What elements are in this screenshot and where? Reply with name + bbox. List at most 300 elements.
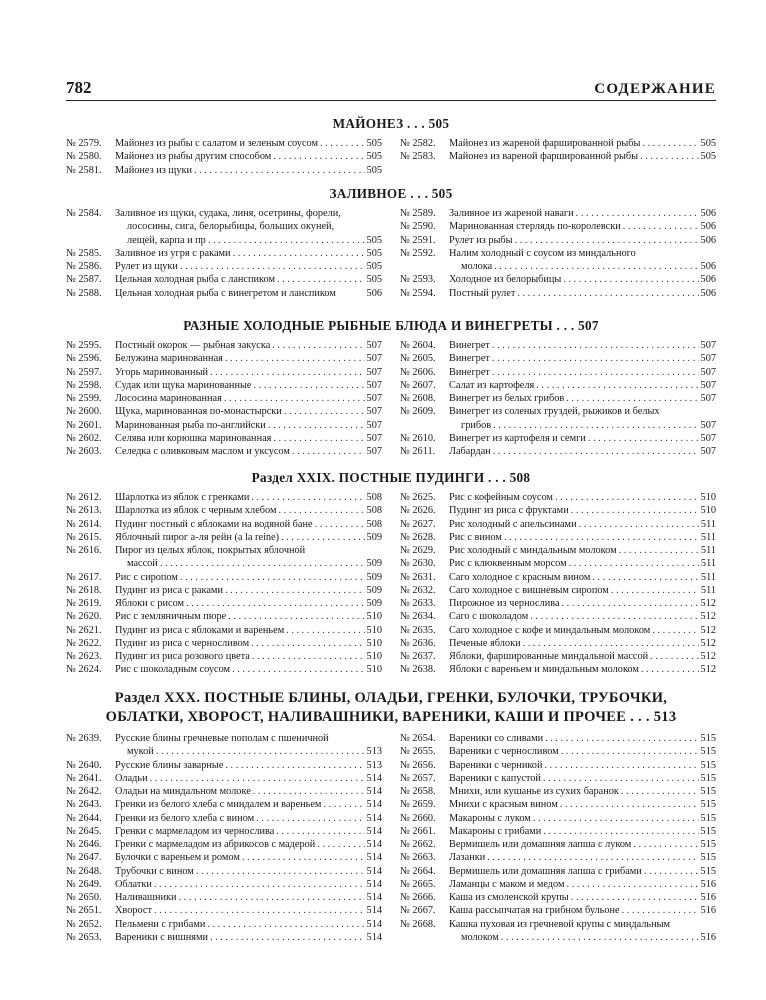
section-title: Раздел XXIX. ПОСТНЫЕ ПУДИНГИ . . . 508 xyxy=(251,470,531,485)
page-ref: 510 xyxy=(366,624,382,636)
toc-entry xyxy=(66,637,382,650)
dot-leader xyxy=(650,650,698,663)
entry-line xyxy=(115,504,382,517)
toc-entry xyxy=(66,504,382,517)
entry-body xyxy=(115,637,382,650)
entry-line xyxy=(449,504,716,517)
recipe-title: Саго с шоколадом xyxy=(449,611,529,623)
toc-entry xyxy=(400,785,716,798)
recipe-title: Майонез из рыбы другим способом xyxy=(115,151,272,163)
recipe-number: № 2612. xyxy=(66,492,102,503)
recipe-title: Гренки из белого хлеба с миндалем и вареньем xyxy=(115,799,322,811)
recipe-number: № 2590. xyxy=(400,221,436,233)
entry-body xyxy=(449,865,716,878)
section-page-ref: 513 xyxy=(653,709,677,725)
recipe-number: № 2616. xyxy=(66,545,102,556)
recipe-number: № 2592. xyxy=(400,247,436,259)
recipe-title: Пельмени с грибами xyxy=(115,918,206,930)
entry-body xyxy=(449,339,716,352)
recipe-number: № 2631. xyxy=(400,571,436,583)
recipe-title: Пудинг постный с яблоками на водяной бане xyxy=(115,518,313,530)
recipe-number: № 2591. xyxy=(400,234,436,246)
toc-entry xyxy=(400,557,716,570)
recipe-number: № 2609. xyxy=(400,406,436,418)
column-left xyxy=(66,732,382,944)
recipe-title: Ламанцы с маком и медом xyxy=(449,878,565,890)
entry-line xyxy=(449,137,716,150)
section-title xyxy=(66,689,716,727)
toc-entry xyxy=(400,624,716,637)
toc-entry xyxy=(66,610,382,623)
toc-entry xyxy=(66,865,382,878)
recipe-title: Яблоки с рисом xyxy=(115,598,185,609)
recipe-number: № 2625. xyxy=(400,492,436,503)
toc-entry xyxy=(400,405,716,432)
recipe-number: № 2585. xyxy=(66,247,102,259)
dot-leader xyxy=(545,732,698,745)
recipe-number: № 2643. xyxy=(66,799,102,811)
toc-entry xyxy=(400,637,716,650)
entry-line xyxy=(449,624,716,637)
page-header xyxy=(66,78,716,100)
dot-leader xyxy=(555,491,699,504)
toc-entry xyxy=(66,663,382,676)
recipe-title: Рис с вином xyxy=(449,531,502,543)
entry-body xyxy=(449,610,716,623)
dot-leader xyxy=(281,531,365,544)
toc-entry xyxy=(66,531,382,544)
entry-body xyxy=(449,851,716,864)
entry-line xyxy=(115,518,382,531)
section-title: ЗАЛИВНОЕ . . . 505 xyxy=(329,186,453,201)
dot-leader xyxy=(272,339,364,352)
toc-entry xyxy=(400,352,716,365)
entry-line xyxy=(115,838,382,851)
recipe-number: № 2638. xyxy=(400,664,436,676)
dot-leader xyxy=(286,624,364,637)
toc-entry xyxy=(66,851,382,864)
toc-entry xyxy=(66,260,382,273)
recipe-number: № 2668. xyxy=(400,918,436,930)
dot-leader xyxy=(536,379,698,392)
toc-entry xyxy=(66,287,382,300)
recipe-number: № 2656. xyxy=(400,759,436,771)
entry-line xyxy=(449,798,716,811)
entry-text-line: лососины, сига, белорыбицы, больших окуней, xyxy=(127,221,335,233)
page-ref: 505 xyxy=(366,164,382,176)
toc-entry xyxy=(66,571,382,584)
entry-line xyxy=(449,150,716,163)
recipe-title: Заливное из жареной наваги xyxy=(449,208,574,219)
column-right xyxy=(400,137,716,177)
recipe-title: Винегрет xyxy=(449,340,490,351)
recipe-title: массой xyxy=(127,558,158,570)
entry-body xyxy=(449,234,716,247)
entry-body xyxy=(115,392,382,405)
recipe-title: Судак или щука маринованные xyxy=(115,379,252,391)
recipe-number: № 2588. xyxy=(66,287,102,299)
entry-body xyxy=(115,931,382,944)
page-ref: 515 xyxy=(700,825,716,837)
recipe-title: Вареники со сливами xyxy=(449,733,544,744)
entry-line xyxy=(115,637,382,650)
recipe-title: Рулет из щуки xyxy=(115,261,178,272)
toc-entry xyxy=(66,392,382,405)
toc-entry xyxy=(66,812,382,825)
entry-body xyxy=(115,838,382,851)
recipe-number: № 2657. xyxy=(400,772,436,784)
entry-body xyxy=(115,584,382,597)
column-left xyxy=(66,137,382,177)
entry-body xyxy=(115,247,382,260)
dot-leader xyxy=(277,273,365,286)
page-ref: 509 xyxy=(366,584,382,596)
recipe-number: № 2663. xyxy=(400,852,436,864)
recipe-title: Селедка с оливковым маслом и уксусом xyxy=(115,446,290,457)
recipe-title: Гренки с мармеладом из абрикосов с мадерой xyxy=(115,839,316,850)
entry-body xyxy=(115,164,382,177)
entry-line xyxy=(115,812,382,825)
recipe-title: Печеные яблоки xyxy=(449,637,521,649)
recipe-title: Мнихи с красным вином xyxy=(449,799,558,811)
entry-body xyxy=(115,137,382,150)
entry-line xyxy=(449,557,716,570)
toc-entry xyxy=(66,878,382,891)
entry-text-line: Винегрет из соленых груздей, рыжиков и белых xyxy=(449,406,660,418)
recipe-title: Лазанки xyxy=(449,852,486,864)
recipe-title: Вареники с вишнями xyxy=(115,931,208,943)
page-ref: 506 xyxy=(366,287,382,299)
recipe-number: № 2583. xyxy=(400,151,436,163)
section-title-line: ОБЛАТКИ, ХВОРОСТ, НАЛИВАШНИКИ, ВАРЕНИКИ, КАШИ И ПРОЧЕЕ . . . 513 xyxy=(105,709,677,725)
recipe-number: № 2586. xyxy=(66,261,102,272)
recipe-number: № 2613. xyxy=(66,505,102,517)
recipe-number: № 2659. xyxy=(400,799,436,811)
entry-line xyxy=(115,352,382,365)
entry-columns xyxy=(66,732,716,944)
entry-body xyxy=(449,531,716,544)
recipe-number: № 2654. xyxy=(400,733,436,744)
dot-leader xyxy=(492,352,699,365)
dot-leader xyxy=(156,745,365,758)
entry-line xyxy=(449,234,716,247)
entry-body xyxy=(115,772,382,785)
page-ref: 507 xyxy=(700,393,716,404)
page-ref: 511 xyxy=(700,571,716,583)
entry-body xyxy=(449,445,716,458)
entry-line xyxy=(449,379,716,392)
entry-line xyxy=(115,366,382,379)
dot-leader xyxy=(543,772,699,785)
dot-leader xyxy=(207,918,364,931)
entry-body xyxy=(115,432,382,445)
entry-line xyxy=(449,663,716,676)
entry-body xyxy=(115,150,382,163)
entry-body xyxy=(449,571,716,584)
recipe-number: № 2594. xyxy=(400,287,436,299)
page-ref: 507 xyxy=(366,432,382,444)
dot-leader xyxy=(292,445,365,458)
entry-body xyxy=(449,637,716,650)
entry-line xyxy=(115,759,382,772)
entry-body xyxy=(115,571,382,584)
dot-leader xyxy=(252,650,365,663)
entry-body xyxy=(115,445,382,458)
entry-line xyxy=(115,379,382,392)
recipe-number: № 2603. xyxy=(66,446,102,457)
toc-entry xyxy=(66,759,382,772)
recipe-title: Булочки с вареньем и ромом xyxy=(115,852,240,864)
page-ref: 507 xyxy=(366,419,382,431)
recipe-number: № 2650. xyxy=(66,892,102,903)
toc-entry xyxy=(400,504,716,517)
entry-line xyxy=(115,419,382,432)
running-head: СОДЕРЖАНИЕ xyxy=(594,81,716,97)
dot-leader xyxy=(210,931,365,944)
entry-line xyxy=(115,273,382,286)
dot-leader xyxy=(563,273,698,286)
page-ref: 505 xyxy=(366,261,382,272)
dot-leader xyxy=(196,865,365,878)
dot-leader xyxy=(251,637,364,650)
entry-line xyxy=(449,597,716,610)
page-ref: 516 xyxy=(700,892,716,903)
toc-entry xyxy=(66,432,382,445)
entry-body xyxy=(449,918,716,945)
recipe-number: № 2598. xyxy=(66,379,102,391)
recipe-title: Каша рассыпчатая на грибном бульоне xyxy=(449,905,620,917)
dot-leader xyxy=(576,207,699,220)
dot-leader xyxy=(253,785,365,798)
toc-entry xyxy=(400,851,716,864)
dot-leader xyxy=(494,260,698,273)
page-ref: 515 xyxy=(700,799,716,811)
dot-leader xyxy=(592,571,699,584)
recipe-number: № 2640. xyxy=(66,759,102,771)
toc-entry xyxy=(400,571,716,584)
entry-body xyxy=(449,207,716,220)
recipe-title: Вареники с капустой xyxy=(449,772,541,784)
toc-entry xyxy=(66,150,382,163)
page-ref: 513 xyxy=(366,759,382,771)
page-ref: 510 xyxy=(700,492,716,503)
column-left xyxy=(66,339,382,458)
page-ref: 507 xyxy=(700,366,716,378)
recipe-number: № 2662. xyxy=(400,839,436,850)
dot-leader xyxy=(233,247,365,260)
dot-leader xyxy=(571,504,699,517)
recipe-number: № 2587. xyxy=(66,274,102,286)
recipe-title: Трубочки с вином xyxy=(115,865,194,877)
recipe-title: Маринованная стерлядь по-королевски xyxy=(449,221,621,233)
page-ref: 507 xyxy=(366,393,382,404)
recipe-title: Майонез из щуки xyxy=(115,164,192,176)
recipe-number: № 2661. xyxy=(400,825,436,837)
recipe-title: Рис с клюквенным морсом xyxy=(449,558,567,570)
page-ref: 506 xyxy=(700,274,716,286)
dot-leader xyxy=(150,772,365,785)
toc-entry xyxy=(400,878,716,891)
entry-line xyxy=(449,432,716,445)
dot-leader xyxy=(242,851,365,864)
page-ref: 515 xyxy=(700,839,716,850)
page-ref: 505 xyxy=(366,138,382,149)
entry-line xyxy=(449,392,716,405)
dot-leader xyxy=(533,812,699,825)
recipe-number: № 2634. xyxy=(400,611,436,623)
recipe-title: грибов xyxy=(461,419,492,431)
recipe-number: № 2658. xyxy=(400,786,436,797)
page-ref: 507 xyxy=(366,379,382,391)
entry-body xyxy=(449,663,716,676)
page-ref: 514 xyxy=(366,905,382,917)
column-left xyxy=(66,491,382,677)
recipe-number: № 2645. xyxy=(66,825,102,837)
dot-leader xyxy=(225,584,365,597)
entry-line xyxy=(449,260,716,273)
page-ref: 514 xyxy=(366,772,382,784)
page-ref: 508 xyxy=(366,505,382,517)
page-ref: 507 xyxy=(366,366,382,378)
toc-entry xyxy=(400,745,716,758)
recipe-title: Маринованная рыба по-английски xyxy=(115,419,266,431)
toc-entry xyxy=(400,207,716,220)
toc-entry xyxy=(400,234,716,247)
page-ref: 514 xyxy=(366,931,382,943)
entry-body xyxy=(115,339,382,352)
dot-leader xyxy=(492,366,699,379)
recipe-number: № 2602. xyxy=(66,432,102,444)
recipe-title: Хворост xyxy=(115,905,152,917)
page-ref: 506 xyxy=(700,208,716,219)
dot-leader xyxy=(492,339,699,352)
page-ref: 507 xyxy=(700,379,716,391)
column-right xyxy=(400,339,716,458)
entry-line xyxy=(449,610,716,623)
entry-body xyxy=(115,405,382,418)
page-ref: 513 xyxy=(366,746,382,758)
toc-entry xyxy=(400,531,716,544)
entry-line xyxy=(449,352,716,365)
entry-body xyxy=(115,851,382,864)
recipe-number: № 2580. xyxy=(66,151,102,163)
toc-entry xyxy=(66,650,382,663)
dot-leader xyxy=(179,891,365,904)
entry-line xyxy=(115,825,382,838)
recipe-title: Винегрет из белых грибов xyxy=(449,393,565,404)
entry-line xyxy=(449,759,716,772)
entry-line xyxy=(449,825,716,838)
page-ref: 507 xyxy=(700,419,716,431)
entry-body xyxy=(449,544,716,557)
entry-line xyxy=(449,491,716,504)
entry-body xyxy=(115,366,382,379)
recipe-title: Пудинг из риса с черносливом xyxy=(115,637,250,649)
toc-entry xyxy=(66,207,382,247)
dot-leader xyxy=(501,931,699,944)
dot-leader xyxy=(619,544,699,557)
entry-line xyxy=(449,287,716,300)
recipe-number: № 2620. xyxy=(66,611,102,623)
page-ref: 514 xyxy=(366,839,382,850)
dot-leader xyxy=(323,798,364,811)
recipe-number: № 2633. xyxy=(400,598,436,609)
recipe-number: № 2624. xyxy=(66,664,102,676)
recipe-number: № 2655. xyxy=(400,746,436,758)
entry-body xyxy=(449,504,716,517)
recipe-title: Лососина маринованная xyxy=(115,393,222,404)
entry-line xyxy=(115,624,382,637)
entry-line xyxy=(115,610,382,623)
recipe-title: Заливное из угря с раками xyxy=(115,247,231,259)
toc-entry xyxy=(66,445,382,458)
recipe-number: № 2627. xyxy=(400,518,436,530)
recipe-number: № 2606. xyxy=(400,366,436,378)
toc-entry xyxy=(66,584,382,597)
entry-body xyxy=(115,878,382,891)
page-ref: 510 xyxy=(366,637,382,649)
entry-body xyxy=(115,207,382,247)
entry-body xyxy=(449,392,716,405)
entry-line xyxy=(115,247,382,260)
entry-line xyxy=(115,772,382,785)
section-title: МАЙОНЕЗ . . . 505 xyxy=(332,116,450,131)
entry-line xyxy=(115,904,382,917)
entry-line xyxy=(115,865,382,878)
entry-body xyxy=(115,518,382,531)
page-ref: 506 xyxy=(700,221,716,233)
toc-entry xyxy=(400,597,716,610)
page-ref: 514 xyxy=(366,812,382,824)
entry-text-line: Кашка пуховая из гречневой крупы с миндальным xyxy=(449,918,671,930)
entry-body xyxy=(115,759,382,772)
entry-line xyxy=(449,732,716,745)
recipe-title: Оладьи xyxy=(115,772,148,784)
column-right xyxy=(400,207,716,300)
entry-body xyxy=(449,287,716,300)
recipe-number: № 2582. xyxy=(400,138,436,149)
entry-line xyxy=(449,931,716,944)
entry-body xyxy=(115,379,382,392)
recipe-title: Русские блины заварные xyxy=(115,759,224,771)
entry-line xyxy=(449,650,716,663)
entry-body xyxy=(115,865,382,878)
section-title-text: ЗАЛИВНОЕ xyxy=(329,186,407,201)
page-ref: 511 xyxy=(700,518,716,530)
dot-leader xyxy=(180,571,365,584)
recipe-title: Вареники с черносливом xyxy=(449,746,559,758)
entry-line xyxy=(449,207,716,220)
column-right xyxy=(400,491,716,677)
recipe-number: № 2617. xyxy=(66,571,102,583)
entry-line xyxy=(115,785,382,798)
toc-entry xyxy=(400,772,716,785)
entry-body xyxy=(449,557,716,570)
dot-leader xyxy=(186,597,364,610)
entry-line xyxy=(449,904,716,917)
page-ref: 512 xyxy=(700,651,716,662)
header-rule xyxy=(66,100,716,101)
recipe-number: № 2605. xyxy=(400,353,436,365)
entry-body xyxy=(449,785,716,798)
recipe-number: № 2666. xyxy=(400,892,436,903)
recipe-title: Пирожное из чернослива xyxy=(449,598,560,609)
entry-body xyxy=(115,663,382,676)
dot-leader xyxy=(194,164,365,177)
dot-leader xyxy=(566,392,698,405)
entry-body xyxy=(115,352,382,365)
entry-columns xyxy=(66,137,716,177)
